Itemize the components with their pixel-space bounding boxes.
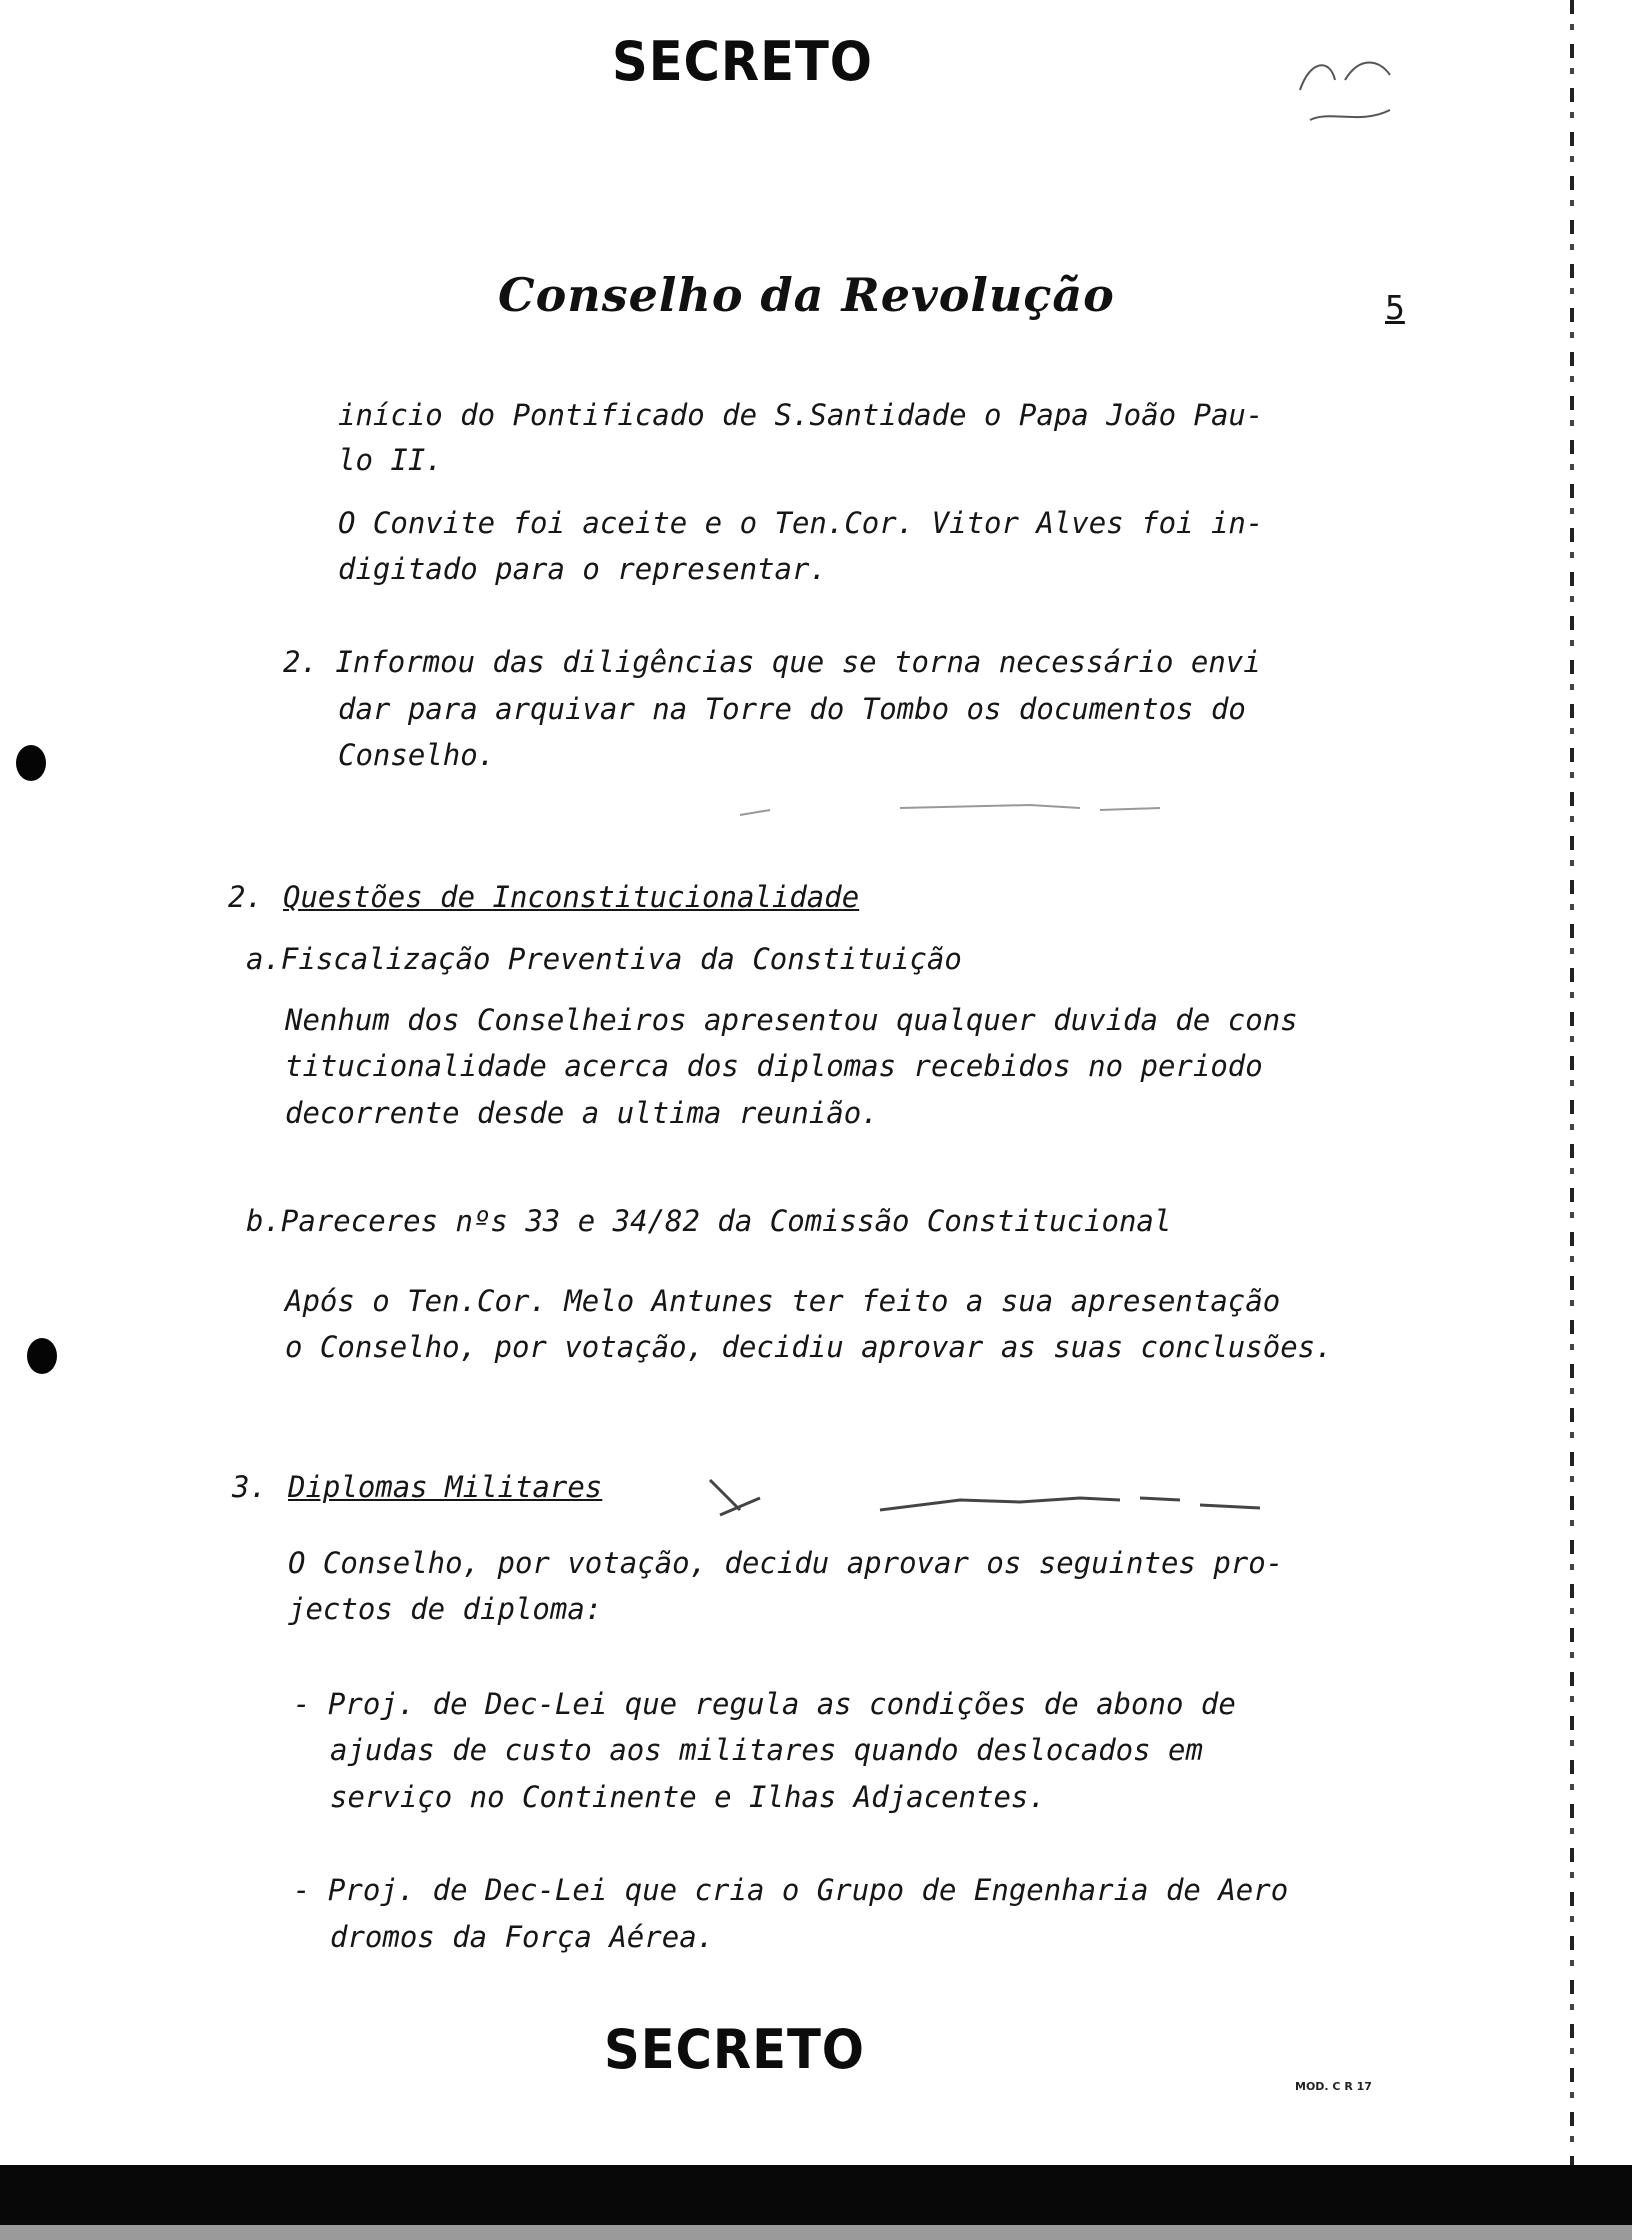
page-number: 5 — [1385, 288, 1405, 327]
list-item: - Proj. de Dec-Lei que cria o Grupo de Engenharia de Aero — [293, 1873, 1289, 1907]
punch-hole — [16, 745, 46, 781]
scan-smudge — [700, 790, 1220, 830]
subsection-heading: b.Pareceres nºs 33 e 34/82 da Comissão Constitucional — [246, 1204, 1172, 1238]
text-line: O Convite foi aceite e o Ten.Cor. Vitor Alves foi in- — [338, 506, 1264, 540]
punch-hole — [27, 1338, 57, 1374]
text-line: o Conselho, por votação, decidiu aprovar as suas conclusões. — [285, 1330, 1333, 1364]
text-line: digitado para o representar. — [338, 552, 827, 586]
subsection-heading: a.Fiscalização Preventiva da Constituição — [246, 942, 962, 976]
text-line: dromos da Força Aérea. — [330, 1920, 715, 1954]
classification-stamp-bottom: SECRETO — [604, 2018, 865, 2081]
handwritten-initials — [1290, 50, 1410, 140]
text-line: jectos de diploma: — [288, 1592, 603, 1626]
text-line: Nenhum dos Conselheiros apresentou qualquer duvida de cons — [285, 1003, 1298, 1037]
scan-bottom-band — [0, 2165, 1632, 2225]
section-heading: Diplomas Militares — [288, 1470, 603, 1504]
section-heading: Questões de Inconstitucionalidade — [283, 880, 860, 914]
section-number: 3. — [232, 1470, 267, 1504]
text-line: 2. Informou das diligências que se torna necessário envi — [283, 645, 1261, 679]
text-line: Conselho. — [338, 738, 496, 772]
text-line: lo II. — [338, 443, 443, 477]
form-code: MOD. C R 17 — [1295, 2080, 1372, 2093]
text-line: Após o Ten.Cor. Melo Antunes ter feito a sua apresentação — [285, 1284, 1281, 1318]
text-line: decorrente desde a ultima reunião. — [285, 1096, 879, 1130]
scan-bottom-edge — [0, 2225, 1632, 2240]
letterhead-title: Conselho da Revolução — [498, 268, 1115, 322]
text-line: dar para arquivar na Torre do Tombo os documentos do — [338, 692, 1246, 726]
section-number: 2. — [228, 880, 263, 914]
text-line: O Conselho, por votação, decidu aprovar os seguintes pro- — [288, 1546, 1284, 1580]
text-line: início do Pontificado de S.Santidade o Papa João Pau- — [338, 398, 1264, 432]
text-line: serviço no Continente e Ilhas Adjacentes. — [330, 1780, 1046, 1814]
page-edge-right — [1570, 0, 1574, 2165]
list-item: - Proj. de Dec-Lei que regula as condições de abono de — [293, 1687, 1236, 1721]
text-line: ajudas de custo aos militares quando deslocados em — [330, 1733, 1203, 1767]
classification-stamp-top: SECRETO — [612, 30, 873, 93]
scan-smudge — [700, 1470, 1350, 1530]
text-line: titucionalidade acerca dos diplomas recebidos no periodo — [285, 1049, 1263, 1083]
